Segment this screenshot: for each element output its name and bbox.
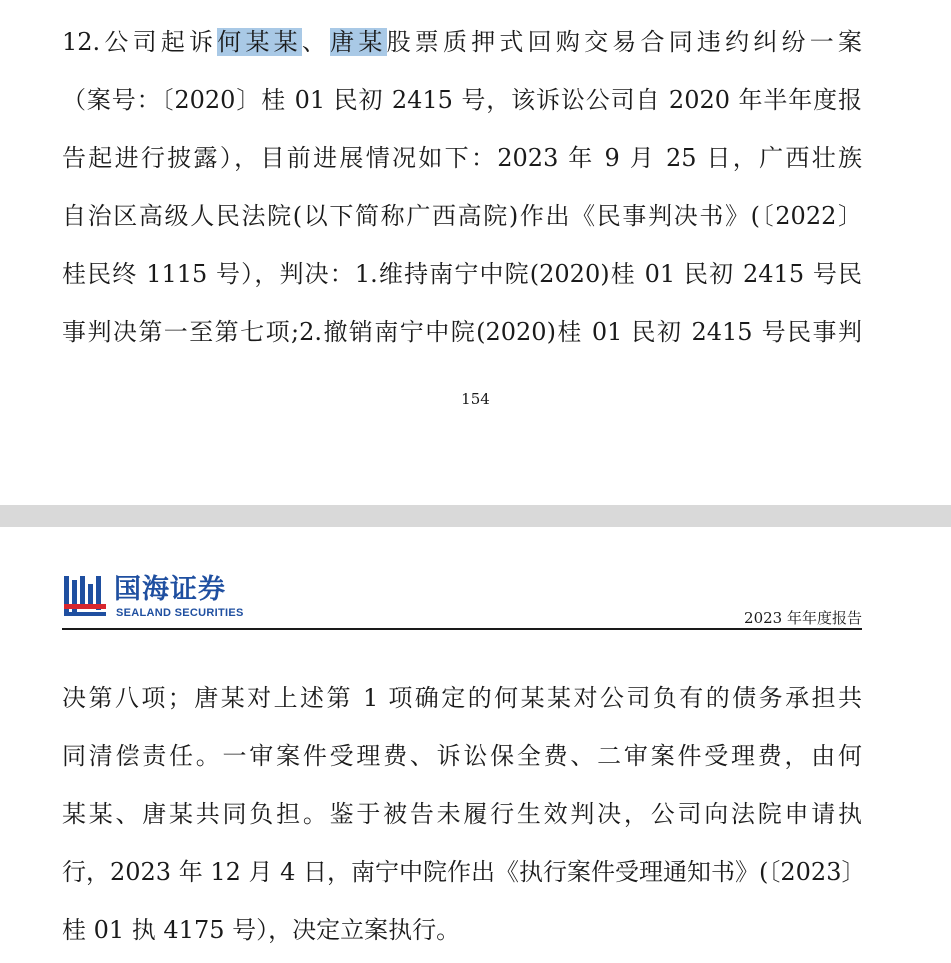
brand-name-en: SEALAND SECURITIES xyxy=(116,607,244,619)
brand-name-cn: 国海证券 xyxy=(114,574,226,605)
text-line: 同清偿责任。一审案件受理费、诉讼保全费、二审案件受理费，由何 xyxy=(62,742,862,770)
text-line: 事判决第一至第七项;2.撤销南宁中院(2020)桂 01 民初 2415 号民事判 xyxy=(62,318,862,346)
text-line: 某某、唐某共同负担。鉴于被告未履行生效判决，公司向法院申请执 xyxy=(62,800,862,828)
page-number: 154 xyxy=(461,390,490,408)
highlighted-text[interactable]: 何某某 xyxy=(217,28,302,56)
text-line: 行，2023 年 12 月 4 日，南宁中院作出《执行案件受理通知书》(〔2023〕 xyxy=(62,858,866,886)
text-line: 自治区高级人民法院(以下简称广西高院)作出《民事判决书》(〔2022〕 xyxy=(62,202,862,230)
text-line: 告起进行披露），目前进展情况如下：2023 年 9 月 25 日，广西壮族 xyxy=(62,144,862,172)
text-line: 桂民终 1115 号），判决：1.维持南宁中院(2020)桂 01 民初 2415 号民 xyxy=(62,260,862,288)
header-divider xyxy=(62,628,862,630)
text-segment: 、 xyxy=(301,28,331,56)
sealand-securities-logo-icon xyxy=(62,574,118,620)
page-155 xyxy=(0,527,951,963)
report-title: 2023 年年度报告 xyxy=(744,609,862,627)
text-line: （案号：〔2020〕桂 01 民初 2415 号，该诉讼公司自 2020 年半年度报 xyxy=(62,86,862,114)
highlighted-text[interactable]: 唐某 xyxy=(330,28,387,56)
text-segment: 股票质押式回购交易合同违约纠纷一案 xyxy=(386,28,863,56)
text-segment: 12.公司起诉 xyxy=(62,28,218,56)
text-line: 桂 01 执 4175 号），决定立案执行。 xyxy=(62,916,461,944)
page-separator xyxy=(0,505,951,527)
text-line xyxy=(62,13,862,71)
text-line: 决第八项；唐某对上述第 1 项确定的何某某对公司负有的债务承担共 xyxy=(62,684,862,712)
page-header xyxy=(62,570,862,630)
